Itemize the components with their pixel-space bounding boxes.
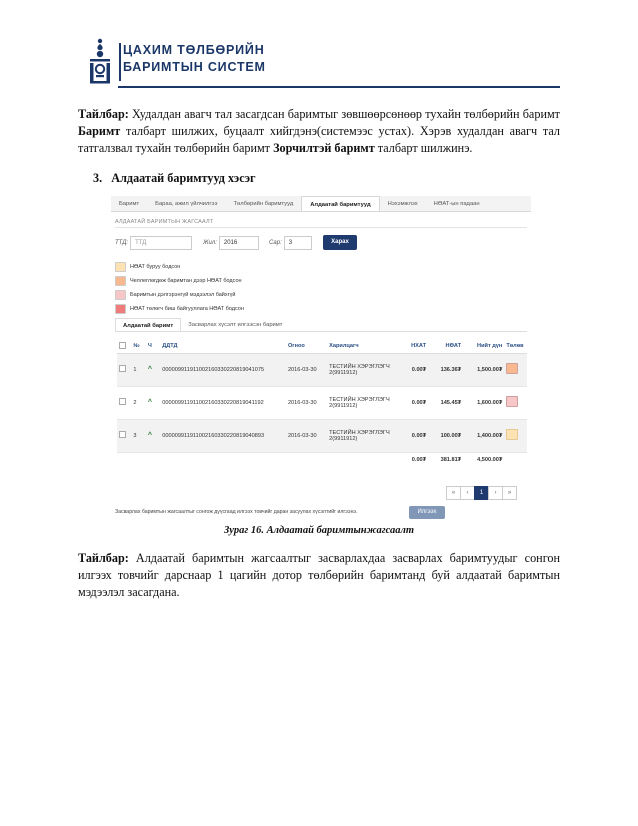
row-nhat: 0.00₮ bbox=[399, 353, 428, 386]
legend-item bbox=[115, 303, 415, 314]
main-tabs bbox=[111, 196, 531, 212]
note-text-1: Худалдан авагч тал засагдсан баримтыг зөвшөөрсөнөөр тухайн төлбөрийн баримт bbox=[128, 107, 560, 121]
note-bold-2: Зорчилтэй баримт bbox=[273, 141, 375, 155]
row-partner: ТЕСТИЙН ХЭРЭГЛЭГЧ 2(9911912) bbox=[327, 386, 399, 419]
logo-line-2: БАРИМТЫН СИСТЕМ bbox=[123, 60, 266, 74]
row-total: 1,500.00₮ bbox=[463, 353, 504, 386]
tab-invoice[interactable]: Нэхэмжлэх bbox=[387, 201, 418, 207]
col-ddtd: ДДТД bbox=[160, 340, 286, 353]
view-button[interactable]: Харах bbox=[323, 235, 357, 250]
legend-swatch bbox=[115, 262, 126, 272]
instruction-note: Засварлах баримтын жагсаалтыг сонгож дүүсгаад илгээх товчийг даран засуулах хүсэлтийг илгээнэ. bbox=[115, 509, 358, 515]
col-status: Төлөв bbox=[504, 340, 527, 353]
row-date: 2016-03-30 bbox=[286, 353, 327, 386]
month-input[interactable]: 3 bbox=[284, 236, 312, 250]
note-text-3: талбарт шилжинэ. bbox=[374, 141, 473, 155]
row-noat: 136.36₮ bbox=[428, 353, 463, 386]
row-number: 2 bbox=[131, 386, 145, 419]
row-total: 1,600.00₮ bbox=[463, 386, 504, 419]
ttd-label: ТТД: bbox=[115, 240, 129, 246]
send-button[interactable]: Илгээх bbox=[409, 506, 445, 519]
row-nhat: 0.00₮ bbox=[399, 386, 428, 419]
note-text-2: талбарт шилжих, буцаалт хийгдэнэ(системээс устах). Хэрэв худалдан авагч тал татгалзвал тухайн төлбөрийн баримт bbox=[78, 124, 560, 155]
logo-divider bbox=[119, 43, 121, 81]
year-filter bbox=[203, 235, 259, 251]
section-number: 3. bbox=[93, 171, 103, 185]
panel-rule bbox=[115, 227, 527, 228]
tab-vat-padaan[interactable]: НӨАТ-ын падаан bbox=[433, 201, 480, 207]
note-label: Тайлбар: bbox=[78, 107, 129, 121]
month-label: Сар: bbox=[269, 240, 282, 246]
status-indicator bbox=[506, 363, 518, 374]
subtab-fix-requested[interactable]: Засварлах хүсэлт илгээсэн баримт bbox=[188, 322, 283, 328]
row-date: 2016-03-30 bbox=[286, 419, 327, 452]
row-checkbox[interactable] bbox=[119, 398, 126, 405]
table-header-row bbox=[117, 340, 527, 353]
ttd-filter bbox=[115, 235, 192, 251]
chevron-up-icon[interactable]: ^ bbox=[147, 366, 152, 373]
row-noat: 145.45₮ bbox=[428, 386, 463, 419]
row-total: 1,400.00₮ bbox=[463, 419, 504, 452]
header-rule bbox=[118, 86, 560, 88]
page-1-button[interactable]: 1 bbox=[474, 486, 489, 500]
row-ddtd: 000009911911002160330220819041192 bbox=[160, 386, 286, 419]
pagination bbox=[447, 486, 517, 500]
row-checkbox[interactable] bbox=[119, 365, 126, 372]
prev-page-button[interactable]: ‹ bbox=[460, 486, 475, 500]
error-receipts-table bbox=[117, 340, 527, 467]
col-nhat: НХАТ bbox=[399, 340, 428, 353]
legend-label: НӨАТ төлөгч биш байгууллага НӨАТ бодсон bbox=[130, 305, 244, 312]
legend-label: НӨАТ буруу бодсон bbox=[130, 263, 181, 270]
section-title: Алдаатай баримтууд хэсэг bbox=[111, 171, 256, 185]
logo-line-1: ЦАХИМ ТӨЛБӨРИЙН bbox=[123, 43, 265, 57]
figure-caption: Зураг 16. Алдаатай баримтынжагсаалт bbox=[223, 525, 415, 536]
soyombo-logo-icon bbox=[87, 38, 117, 84]
next-page-button[interactable]: › bbox=[488, 486, 503, 500]
col-total: Нийт дүн bbox=[463, 340, 504, 353]
tab-payment-receipts[interactable]: Төлбөрийн баримтууд bbox=[233, 201, 294, 207]
row-number: 3 bbox=[131, 419, 145, 452]
col-date: Огноо bbox=[286, 340, 327, 353]
legend-item bbox=[115, 289, 415, 300]
year-label: Жил: bbox=[203, 240, 217, 246]
col-partner: Харилцагч bbox=[327, 340, 399, 353]
legend-swatch bbox=[115, 290, 126, 300]
row-date: 2016-03-30 bbox=[286, 386, 327, 419]
logo-text bbox=[123, 42, 266, 75]
tab-goods-services[interactable]: Бараа, ажил үйлчилгээ bbox=[155, 201, 218, 207]
chevron-up-icon[interactable]: ^ bbox=[147, 432, 152, 439]
note-bold-1: Баримт bbox=[78, 124, 121, 138]
error-receipts-screenshot bbox=[111, 196, 531, 520]
subtab-error-receipts[interactable]: Алдаатай баримт bbox=[115, 318, 181, 331]
first-page-button[interactable]: « bbox=[446, 486, 461, 500]
chevron-up-icon[interactable]: ^ bbox=[147, 399, 152, 406]
ttd-input[interactable]: ТТД bbox=[130, 236, 192, 250]
total-amount: 4,500.00₮ bbox=[477, 456, 503, 463]
legend-item bbox=[115, 275, 415, 286]
total-nhat: 0.00₮ bbox=[411, 456, 427, 463]
legend-swatch bbox=[115, 304, 126, 314]
col-expand: Ч bbox=[146, 340, 160, 353]
tab-error-receipts[interactable]: Алдаатай баримтууд bbox=[301, 196, 379, 211]
col-noat: НӨАТ bbox=[428, 340, 463, 353]
header bbox=[87, 38, 557, 90]
status-indicator bbox=[506, 429, 518, 440]
legend-label: Челлеглөгдөж баримтан дээр НӨАТ бодсон bbox=[130, 277, 242, 284]
total-noat: 381.81₮ bbox=[440, 456, 462, 463]
month-filter bbox=[269, 235, 312, 251]
note-paragraph-1 bbox=[78, 106, 560, 157]
row-partner: ТЕСТИЙН ХЭРЭГЛЭГЧ 2(9911912) bbox=[327, 419, 399, 452]
table-row[interactable] bbox=[117, 386, 527, 419]
year-input[interactable]: 2016 bbox=[219, 236, 259, 250]
note-label: Тайлбар: bbox=[78, 551, 129, 565]
col-number: № bbox=[131, 340, 145, 353]
select-all-checkbox[interactable] bbox=[119, 342, 126, 349]
row-ddtd: 000009911911002160330220819040893 bbox=[160, 419, 286, 452]
legend-label: Баримтын дэлгэрэнгүй мэдээлэл байхгүй bbox=[130, 291, 236, 298]
section-heading bbox=[93, 171, 256, 186]
note-text: Алдаатай баримтын жагсаалтыг засварлахдаа засварлах баримтуудыг сонгон илгээх товчийг дарснаар 1 цагийн дотор төлбөрийн баримтанд буй алдаатай баримтын мэдээлэл засагдана. bbox=[78, 551, 560, 599]
last-page-button[interactable]: » bbox=[502, 486, 517, 500]
note-paragraph-2 bbox=[78, 550, 560, 601]
sub-tabs bbox=[115, 318, 527, 332]
row-partner: ТЕСТИЙН ХЭРЭГЛЭГЧ 2(9911912) bbox=[327, 353, 399, 386]
tab-receipt[interactable]: Баримт bbox=[119, 201, 140, 207]
panel-title: АЛДААТАЙ БАРИМТЫН ЖАГСААЛТ bbox=[115, 219, 214, 225]
status-indicator bbox=[506, 396, 518, 407]
row-nhat: 0.00₮ bbox=[399, 419, 428, 452]
row-ddtd: 000009911911002160330220819041075 bbox=[160, 353, 286, 386]
row-noat: 100.00₮ bbox=[428, 419, 463, 452]
table-row[interactable] bbox=[117, 353, 527, 386]
totals-row bbox=[117, 452, 527, 467]
table-row[interactable] bbox=[117, 419, 527, 452]
row-checkbox[interactable] bbox=[119, 431, 126, 438]
row-number: 1 bbox=[131, 353, 145, 386]
legend-swatch bbox=[115, 276, 126, 286]
legend-item bbox=[115, 261, 415, 272]
